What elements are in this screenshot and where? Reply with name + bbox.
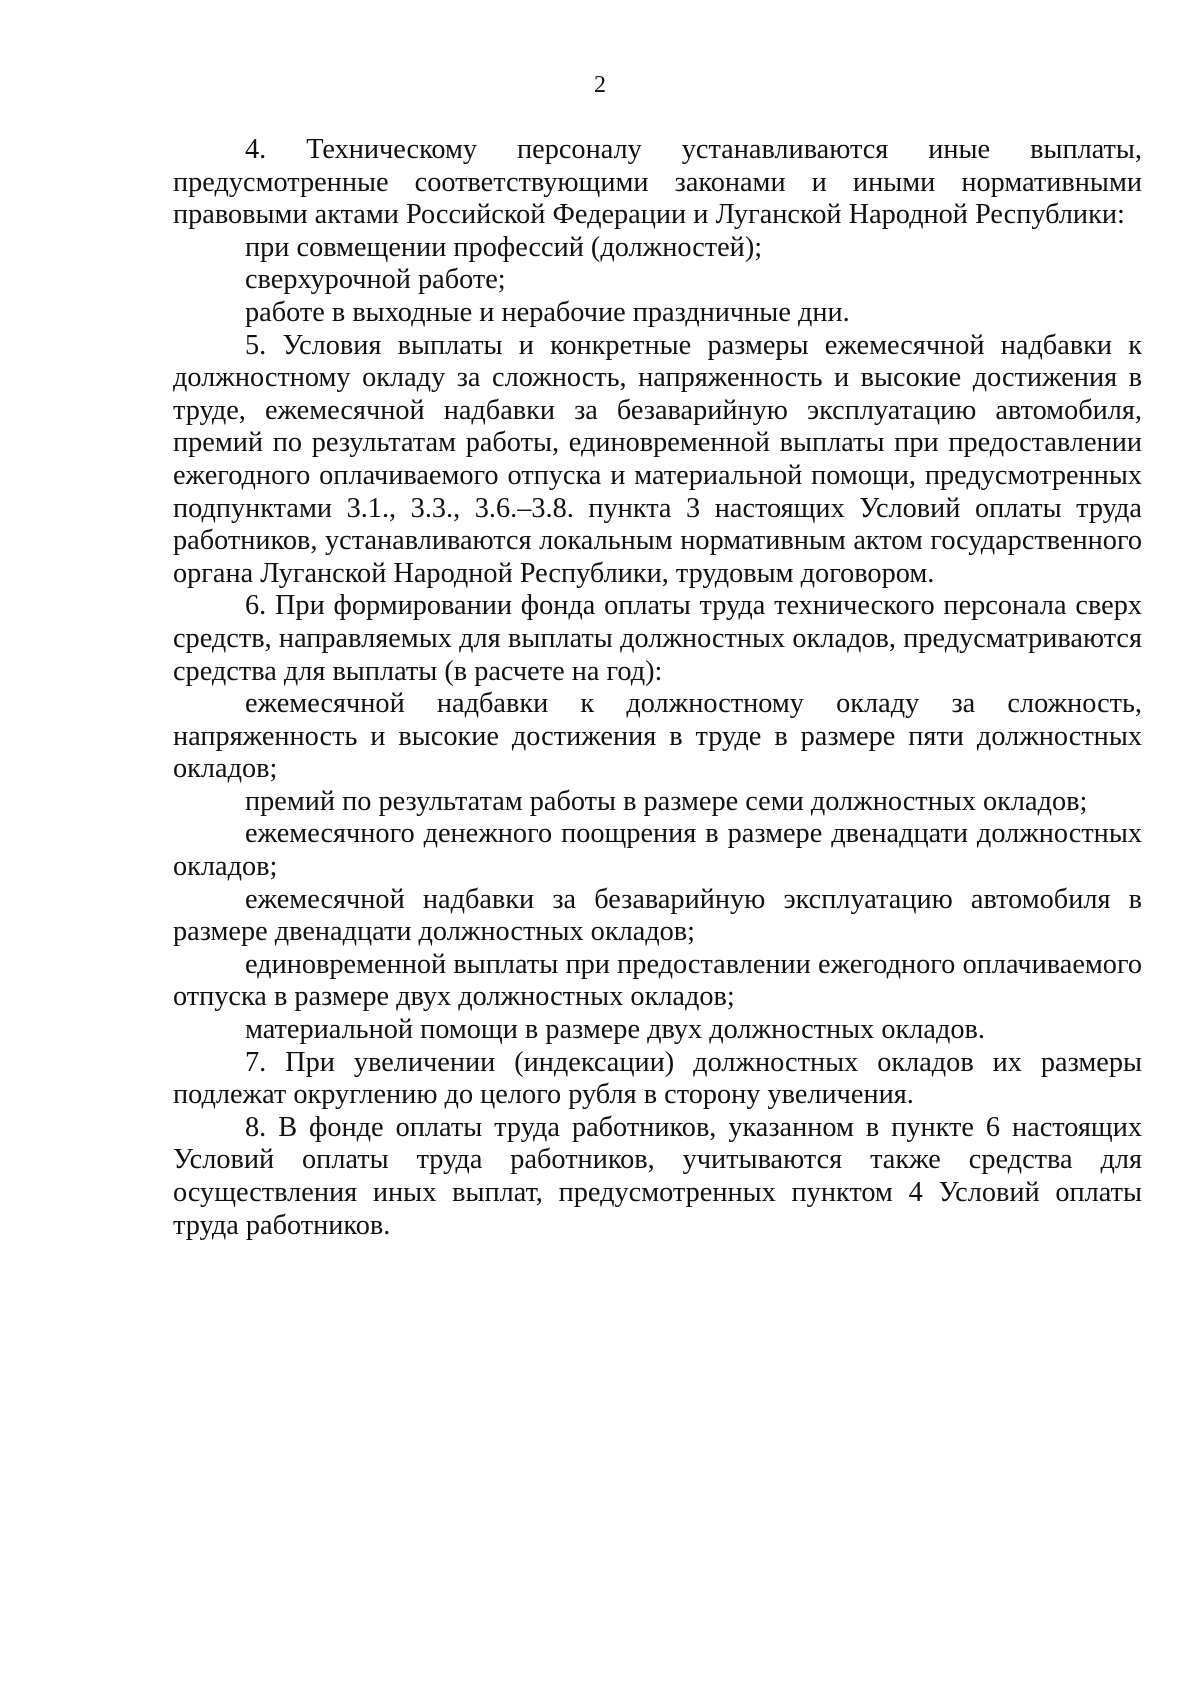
paragraph-combination-of-professions: при совмещении профессий (должностей); <box>245 231 763 263</box>
paragraph-item-6: 6. При формировании фонда оплаты труда технического персонала сверх средств, направляемых для выплаты должностных окладов, предусматриваются средства для выплаты (в расчете на год): <box>173 590 1142 687</box>
document-body <box>173 134 1142 1242</box>
paragraph-overtime-work: сверхурочной работе; <box>245 264 506 296</box>
paragraph-accident-free-allowance: ежемесячной надбавки за безаварийную эксплуатацию автомобиля в размере двенадцати должностных окладов; <box>173 883 1142 948</box>
paragraph-item-8: 8. В фонде оплаты труда работников, указанном в пункте 6 настоящих Условий оплаты труда работников, учитываются также средства для осуществления иных выплат, предусмотренных пунктом 4 Условий оплаты труда работников. <box>173 1111 1142 1241</box>
paragraph-material-assistance: материальной помощи в размере двух должностных окладов. <box>245 1014 985 1046</box>
paragraph-performance-bonus: премий по результатам работы в размере семи должностных окладов; <box>245 785 1088 817</box>
paragraph-vacation-payment: единовременной выплаты при предоставлении ежегодного оплачиваемого отпуска в размере двух должностных окладов; <box>173 948 1142 1013</box>
paragraph-holiday-work: работе в выходные и нерабочие праздничные дни. <box>245 296 850 328</box>
paragraph-item-7: 7. При увеличении (индексации) должностных окладов их размеры подлежат округлению до целого рубля в сторону увеличения. <box>173 1046 1142 1111</box>
page-number: 2 <box>594 72 606 98</box>
paragraph-monthly-incentive: ежемесячного денежного поощрения в размере двенадцати должностных окладов; <box>173 818 1142 883</box>
paragraph-item-4: 4. Техническому персоналу устанавливаются иные выплаты, предусмотренные соответствующими законами и иными нормативными правовыми актами Российской Федерации и Луганской Народной Республики: <box>173 134 1142 231</box>
paragraph-complexity-allowance: ежемесячной надбавки к должностному окладу за сложность, напряженность и высокие достижения в труде в размере пяти должностных окладов; <box>173 688 1142 785</box>
paragraph-item-5: 5. Условия выплаты и конкретные размеры ежемесячной надбавки к должностному окладу за сложность, напряженность и высокие достижения в труде, ежемесячной надбавки за безаварийную эксплуатацию автомобиля, премий по результатам работы, единовременной выплаты при предоставлении ежегодного оплачиваемого отпуска и материальной помощи, предусмотренных подпунктами 3.1., 3.3., 3.6.–3.8. пункта 3 настоящих Условий оплаты труда работников, устанавливаются локальным нормативным актом государственного органа Луганской Народной Республики, трудовым договором. <box>173 329 1142 589</box>
